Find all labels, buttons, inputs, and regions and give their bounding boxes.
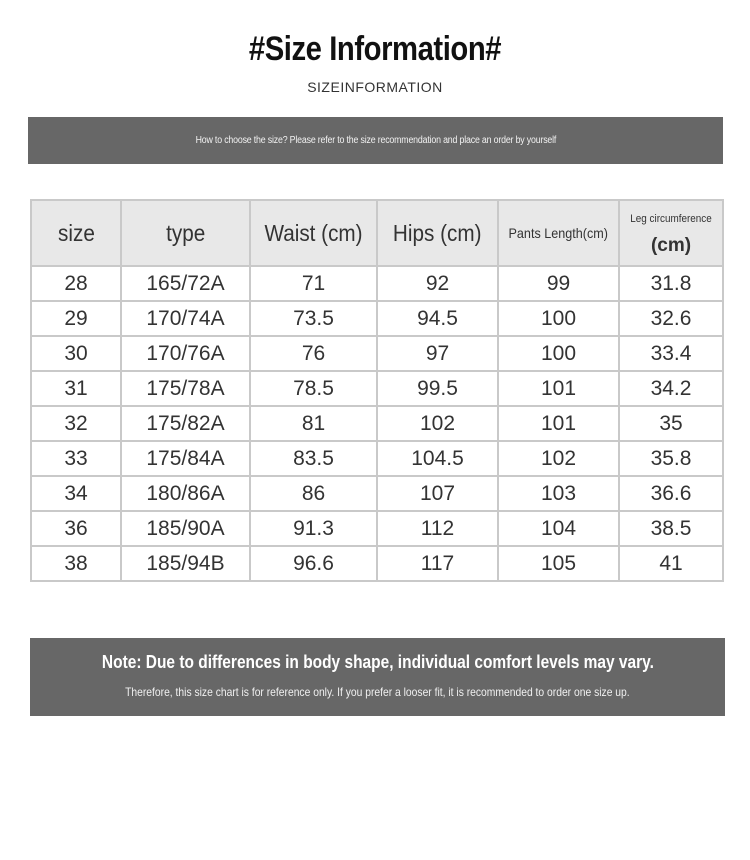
cell-leg-circumference: 34.2 xyxy=(619,371,723,406)
cell-pants-length: 102 xyxy=(498,441,619,476)
cell-pants-length: 100 xyxy=(498,336,619,371)
note-box xyxy=(30,638,725,716)
cell-type: 185/94B xyxy=(121,546,250,581)
cell-size: 29 xyxy=(31,301,121,336)
table-row xyxy=(31,441,723,476)
cell-hips: 97 xyxy=(377,336,498,371)
cell-pants-length: 105 xyxy=(498,546,619,581)
cell-type: 185/90A xyxy=(121,511,250,546)
cell-leg-circumference: 35.8 xyxy=(619,441,723,476)
table-row xyxy=(31,511,723,546)
cell-size: 33 xyxy=(31,441,121,476)
cell-waist: 83.5 xyxy=(250,441,377,476)
table-row xyxy=(31,301,723,336)
cell-waist: 71 xyxy=(250,266,377,301)
cell-leg-circumference: 41 xyxy=(619,546,723,581)
cell-hips: 117 xyxy=(377,546,498,581)
cell-waist: 81 xyxy=(250,406,377,441)
cell-type: 165/72A xyxy=(121,266,250,301)
column-header-waist: Waist (cm) xyxy=(250,200,377,266)
cell-hips: 107 xyxy=(377,476,498,511)
cell-type: 170/76A xyxy=(121,336,250,371)
cell-pants-length: 99 xyxy=(498,266,619,301)
table-row xyxy=(31,336,723,371)
cell-waist: 78.5 xyxy=(250,371,377,406)
table-body xyxy=(31,266,723,581)
cell-hips: 112 xyxy=(377,511,498,546)
table-header-row xyxy=(31,200,723,266)
table-row xyxy=(31,546,723,581)
cell-type: 175/82A xyxy=(121,406,250,441)
cell-pants-length: 101 xyxy=(498,371,619,406)
cell-pants-length: 104 xyxy=(498,511,619,546)
cell-waist: 76 xyxy=(250,336,377,371)
column-header-pants-length: Pants Length(cm) xyxy=(498,200,619,266)
cell-waist: 86 xyxy=(250,476,377,511)
cell-size: 28 xyxy=(31,266,121,301)
table-row xyxy=(31,476,723,511)
cell-pants-length: 103 xyxy=(498,476,619,511)
cell-leg-circumference: 32.6 xyxy=(619,301,723,336)
cell-hips: 92 xyxy=(377,266,498,301)
cell-hips: 102 xyxy=(377,406,498,441)
cell-hips: 94.5 xyxy=(377,301,498,336)
table-row xyxy=(31,266,723,301)
note-line-1: Note: Due to differences in body shape, individual comfort levels may vary. xyxy=(101,652,654,672)
note-line-2: Therefore, this size chart is for reference only. If you prefer a looser fit, it is recommended to order one size up. xyxy=(125,685,630,699)
cell-size: 32 xyxy=(31,406,121,441)
cell-size: 30 xyxy=(31,336,121,371)
cell-size: 34 xyxy=(31,476,121,511)
column-header-type: type xyxy=(121,200,250,266)
cell-size: 38 xyxy=(31,546,121,581)
column-header-size: size xyxy=(31,200,121,266)
cell-leg-circumference: 36.6 xyxy=(619,476,723,511)
table-row xyxy=(31,406,723,441)
cell-leg-circumference: 33.4 xyxy=(619,336,723,371)
leg-header-label: Leg circumference xyxy=(630,213,712,225)
column-header-hips: Hips (cm) xyxy=(377,200,498,266)
leg-header-unit: (cm) xyxy=(650,235,692,256)
cell-size: 31 xyxy=(31,371,121,406)
cell-pants-length: 100 xyxy=(498,301,619,336)
cell-waist: 91.3 xyxy=(250,511,377,546)
cell-size: 36 xyxy=(31,511,121,546)
cell-waist: 73.5 xyxy=(250,301,377,336)
cell-type: 175/84A xyxy=(121,441,250,476)
column-header-leg-circumference xyxy=(619,200,723,266)
cell-hips: 99.5 xyxy=(377,371,498,406)
page-subtitle: SIZEINFORMATION xyxy=(307,79,443,95)
cell-type: 175/78A xyxy=(121,371,250,406)
instruction-banner xyxy=(28,117,723,164)
table-row xyxy=(31,371,723,406)
cell-pants-length: 101 xyxy=(498,406,619,441)
cell-type: 180/86A xyxy=(121,476,250,511)
page-title: #Size Information# xyxy=(248,30,502,68)
cell-type: 170/74A xyxy=(121,301,250,336)
cell-leg-circumference: 38.5 xyxy=(619,511,723,546)
cell-leg-circumference: 35 xyxy=(619,406,723,441)
cell-hips: 104.5 xyxy=(377,441,498,476)
size-chart-table xyxy=(30,199,724,582)
cell-waist: 96.6 xyxy=(250,546,377,581)
cell-leg-circumference: 31.8 xyxy=(619,266,723,301)
instruction-text: How to choose the size? Please refer to the size recommendation and place an order by yourself xyxy=(195,135,556,146)
